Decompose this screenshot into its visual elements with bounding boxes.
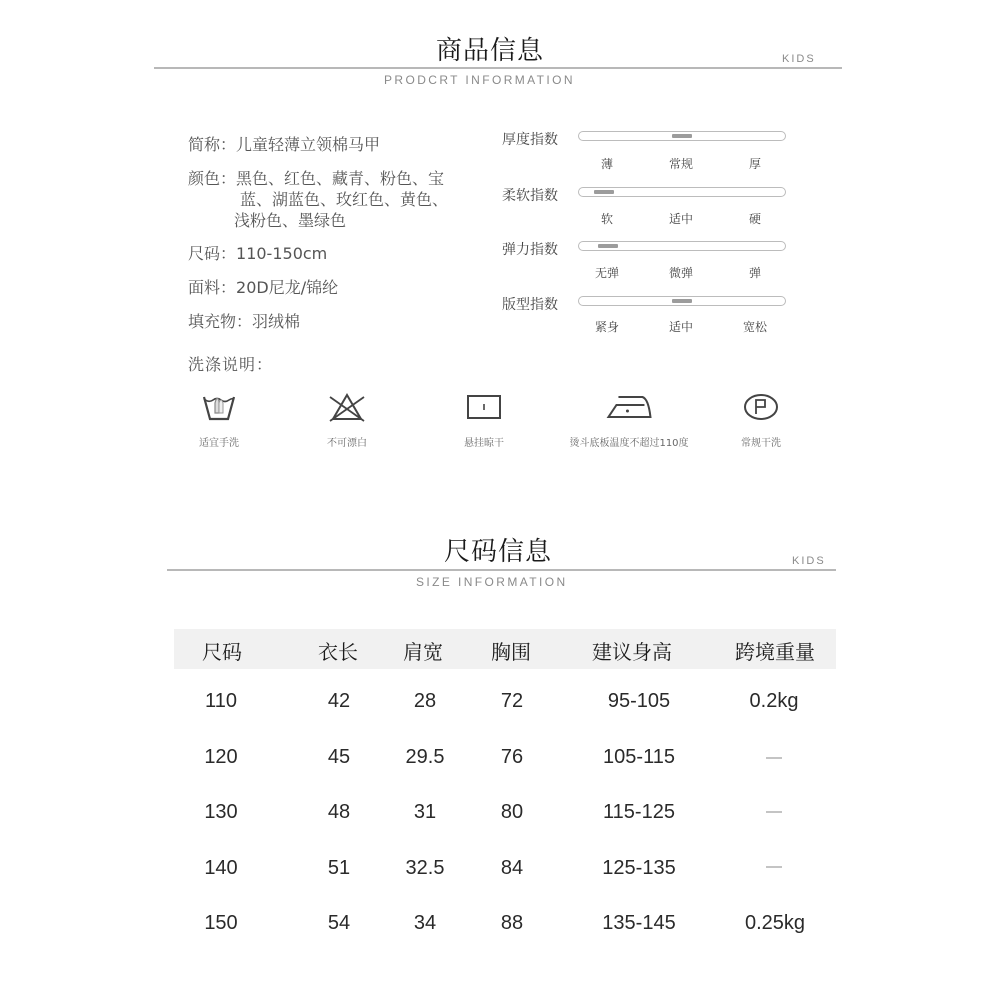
cell-height: 115-125 xyxy=(603,801,675,823)
info-filling-label: 填充物： xyxy=(188,312,253,331)
care-item-hang-dry xyxy=(462,390,506,449)
elasticity-tick-none: 无弹 xyxy=(594,266,620,280)
header-size: 尺码 xyxy=(202,640,242,664)
info-size xyxy=(188,243,327,264)
info-name-value: 儿童轻薄立领棉马甲 xyxy=(236,135,381,154)
cell-weight: 0.25kg xyxy=(744,912,806,934)
care-title: 洗涤说明： xyxy=(188,355,274,374)
cell-shoulder: 28 xyxy=(413,690,437,712)
size-section-divider xyxy=(167,569,836,571)
size-section-title: 尺码信息 xyxy=(444,537,553,567)
elasticity-tick-slight: 微弹 xyxy=(668,266,694,280)
elasticity-index-thumb xyxy=(598,244,618,248)
header-chest: 胸围 xyxy=(491,640,531,664)
size-section-tag: KIDS xyxy=(792,555,826,567)
fit-tick-tight: 紧身 xyxy=(594,320,620,334)
info-size-value: 110-150cm xyxy=(236,244,328,263)
thickness-index-thumb xyxy=(672,134,692,138)
care-label-dry-clean: 常规干洗 xyxy=(741,438,781,449)
cell-height: 95-105 xyxy=(607,690,671,712)
fit-index-label: 版型指数 xyxy=(502,297,558,313)
product-section-divider xyxy=(154,67,842,69)
info-filling xyxy=(188,311,300,332)
cell-weight: 0.2kg xyxy=(749,690,799,712)
elasticity-index-label: 弹力指数 xyxy=(502,242,558,258)
info-colors-line-2: 蓝、湖蓝色、玫红色、黄色、 xyxy=(240,190,449,209)
cell-size: 120 xyxy=(204,746,238,768)
header-weight: 跨境重量 xyxy=(735,640,815,664)
info-colors-line-3: 浅粉色、墨绿色 xyxy=(234,211,347,230)
cell-length: 54 xyxy=(327,912,351,934)
softness-tick-medium: 适中 xyxy=(668,212,694,226)
header-height: 建议身高 xyxy=(592,640,672,664)
cell-length: 42 xyxy=(327,690,351,712)
info-fabric-value: 20D尼龙/锦纶 xyxy=(236,278,339,297)
thickness-tick-normal: 常规 xyxy=(668,157,694,171)
cell-shoulder: 34 xyxy=(413,912,437,934)
cell-length: 45 xyxy=(327,746,351,768)
softness-index-slider xyxy=(578,187,786,197)
cell-chest: 88 xyxy=(500,912,524,934)
fit-index-thumb xyxy=(672,299,692,303)
info-size-label: 尺码： xyxy=(188,244,237,263)
care-item-no-bleach xyxy=(325,390,369,449)
size-section-subtitle: SIZE INFORMATION xyxy=(416,575,568,589)
info-colors-line-1: 黑色、红色、藏青、粉色、宝 xyxy=(236,169,445,188)
thickness-tick-thin: 薄 xyxy=(600,157,614,171)
care-item-dry-clean xyxy=(739,390,783,449)
care-label-hang-dry: 悬挂晾干 xyxy=(464,438,504,449)
product-section-title: 商品信息 xyxy=(436,36,545,66)
elasticity-tick-elastic: 弹 xyxy=(748,266,762,280)
header-length: 衣长 xyxy=(318,640,358,664)
cell-chest: 80 xyxy=(500,801,524,823)
softness-index-label: 柔软指数 xyxy=(502,188,558,204)
product-section-tag: KIDS xyxy=(782,53,816,65)
cell-size: 110 xyxy=(205,690,237,712)
cell-size: 130 xyxy=(204,801,238,823)
cell-chest: 84 xyxy=(500,857,524,879)
care-label-no-bleach: 不可漂白 xyxy=(327,438,367,449)
cell-weight-empty xyxy=(766,757,782,759)
cell-chest: 72 xyxy=(500,690,524,712)
cell-weight-empty xyxy=(766,811,782,813)
info-name-label: 简称： xyxy=(188,135,237,154)
cell-height: 135-145 xyxy=(602,912,676,934)
cell-size: 140 xyxy=(204,857,238,879)
info-fabric xyxy=(188,277,338,298)
cell-height: 105-115 xyxy=(603,746,675,768)
header-shoulder: 肩宽 xyxy=(403,640,443,664)
softness-tick-hard: 硬 xyxy=(748,212,762,226)
fit-tick-regular: 适中 xyxy=(668,320,694,334)
care-item-hand-wash xyxy=(197,390,241,449)
thickness-index-slider xyxy=(578,131,786,141)
thickness-tick-thick: 厚 xyxy=(748,157,762,171)
dry-clean-icon xyxy=(739,390,783,424)
thickness-index-label: 厚度指数 xyxy=(502,132,558,148)
cell-size: 150 xyxy=(204,912,238,934)
cell-shoulder: 32.5 xyxy=(405,857,445,879)
hang-dry-icon xyxy=(462,390,506,424)
fit-index-slider xyxy=(578,296,786,306)
info-filling-value: 羽绒棉 xyxy=(252,312,301,331)
iron-icon xyxy=(603,390,655,424)
fit-tick-loose: 宽松 xyxy=(742,320,768,334)
product-section-subtitle: PRODCRT INFORMATION xyxy=(384,73,575,87)
care-label-iron: 烫斗底板温度不超过110度 xyxy=(569,438,689,449)
cell-chest: 76 xyxy=(500,746,524,768)
cell-weight-empty xyxy=(766,866,782,868)
cell-length: 51 xyxy=(327,857,351,879)
info-name xyxy=(188,134,380,155)
softness-index-thumb xyxy=(594,190,614,194)
cell-shoulder: 31 xyxy=(413,801,437,823)
softness-tick-soft: 软 xyxy=(600,212,614,226)
elasticity-index-slider xyxy=(578,241,786,251)
info-colors xyxy=(188,168,488,231)
hand-wash-icon xyxy=(197,390,241,424)
info-fabric-label: 面料： xyxy=(188,278,237,297)
cell-shoulder: 29.5 xyxy=(405,746,445,768)
care-label-hand-wash: 适宜手洗 xyxy=(199,438,239,449)
cell-height: 125-135 xyxy=(602,857,676,879)
info-colors-label: 颜色： xyxy=(188,169,237,188)
care-item-iron xyxy=(569,390,688,449)
no-bleach-icon xyxy=(325,390,369,424)
cell-length: 48 xyxy=(327,801,351,823)
